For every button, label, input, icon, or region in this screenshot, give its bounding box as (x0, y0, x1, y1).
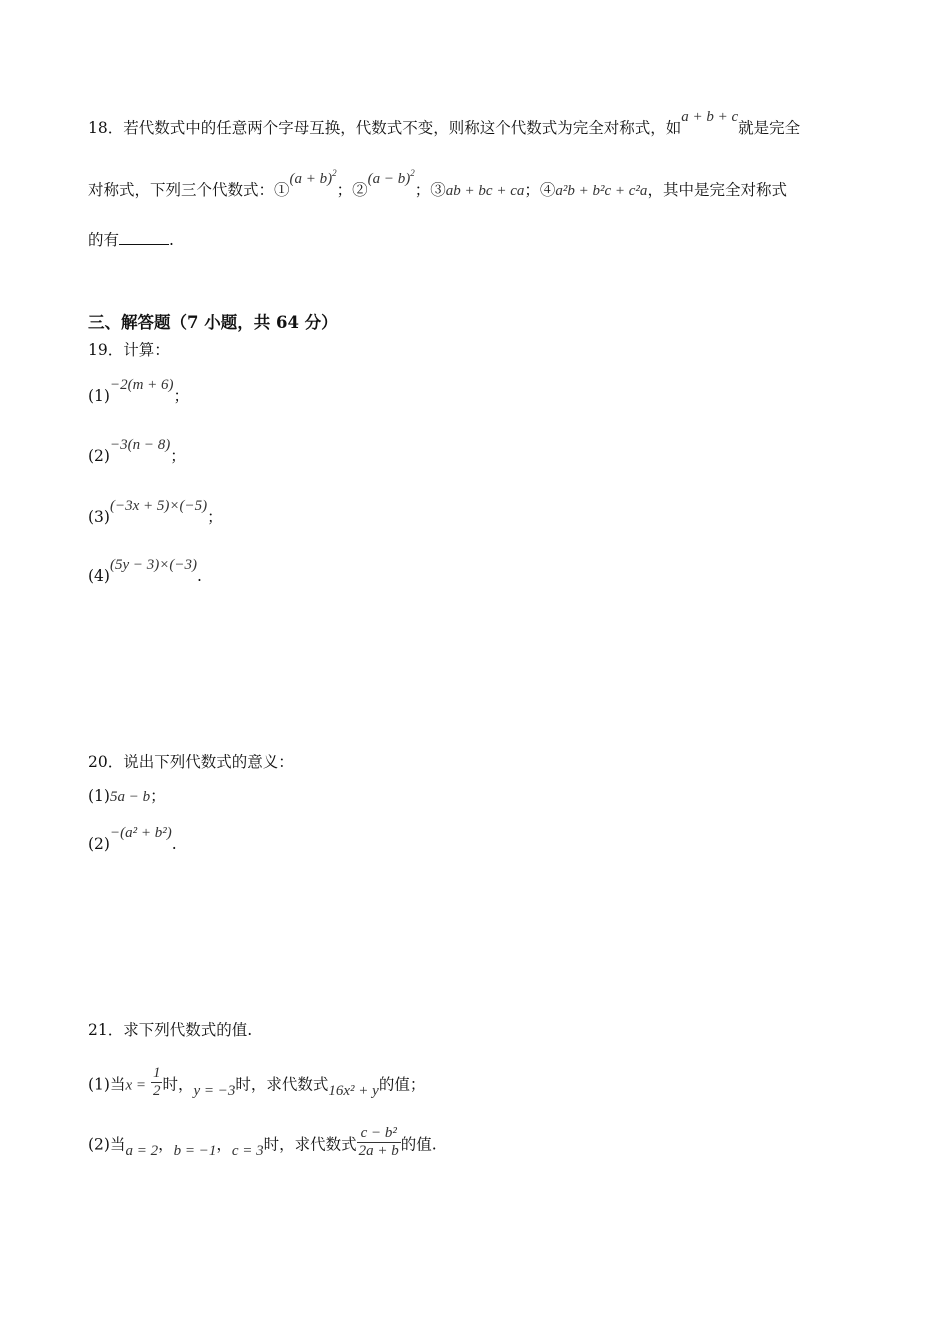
q19-item-2-label: (2) (88, 447, 110, 465)
q20-item-1-end: ； (150, 787, 166, 805)
q21-item-2-t: 时，求代数式 (263, 1135, 357, 1154)
q19-item-1-end: ； (173, 387, 190, 405)
q18-answer-end: . (169, 231, 174, 249)
q20-item-2 (88, 825, 177, 855)
q18-sep-3: ；③ (414, 181, 446, 199)
q19-title: 19．计算： (88, 341, 170, 359)
q18-line-3 (88, 230, 174, 250)
q20-item-2-end: . (171, 835, 177, 853)
q19-item-4-end: . (196, 567, 202, 585)
q21-item-2-b-condition: b = −1 (173, 1142, 217, 1159)
q18-line-2 (88, 168, 787, 202)
q21-item-2-comma-2: ， (216, 1135, 232, 1154)
q20-item-1 (88, 786, 166, 807)
q21-item-2-end: 的值. (400, 1135, 437, 1154)
q21-item-2 (88, 1125, 437, 1163)
q18-example-expression: a + b + c (681, 109, 739, 125)
q21-item-1-x-denominator: 2 (152, 1083, 161, 1099)
section-3-heading: 三、解答题（7 小题，共 64 分） (88, 313, 338, 332)
q20-item-2-expr: −(a² + b²) (109, 825, 172, 841)
q18-expr-4: a²b + b²c + c²a (555, 183, 648, 199)
q21-item-1-x-fraction (151, 1065, 163, 1100)
q21-item-2-fraction (357, 1125, 401, 1160)
q21-item-1 (88, 1065, 426, 1103)
q18-sep-2: ；② (336, 181, 368, 199)
q19-item-1 (88, 377, 190, 407)
q19-item-2-end: ； (170, 447, 186, 465)
q19-item-3 (88, 498, 223, 528)
q19-item-1-expr: −2(m + 6) (109, 377, 174, 393)
q21-item-1-x-numerator: 1 (152, 1065, 161, 1081)
q21-item-1-t1: 时， (162, 1075, 194, 1094)
q21-item-2-label: (2)当 (88, 1135, 126, 1154)
q21-item-2-a-condition: a = 2 (125, 1142, 159, 1159)
q19-item-1-label: (1) (88, 387, 110, 405)
q19-item-4 (88, 557, 202, 587)
q21-title: 21．求下列代数式的值. (88, 1021, 253, 1039)
q20-item-1-label: (1) (88, 787, 110, 805)
q19-item-2 (88, 437, 186, 467)
q21-item-1-label: (1)当 (88, 1075, 126, 1094)
q19-item-3-end: ； (207, 508, 223, 526)
q21-item-1-expr: 16x² + y (328, 1082, 379, 1099)
q21-item-1-x-var: x = (125, 1077, 146, 1094)
q18-expr-1 (289, 168, 337, 187)
q19-item-3-label: (3) (88, 508, 110, 526)
q18-expr-2 (367, 168, 415, 187)
q18-expr-2-base: (a − b) (367, 171, 411, 187)
q20-item-2-label: (2) (88, 835, 110, 853)
q19-item-3-expr: (−3x + 5)×(−5) (109, 498, 208, 514)
q19-item-4-label: (4) (88, 567, 110, 585)
q18-statement-tail: 就是完全 (738, 119, 801, 137)
q18-list-lead: 对称式，下列三个代数式：① (88, 181, 290, 199)
q21-item-2-numerator: c − b² (357, 1125, 401, 1143)
q21-item-1-t2: 时，求代数式 (235, 1075, 329, 1094)
q21-item-1-end: 的值； (378, 1075, 426, 1094)
q18-answer-lead: 的有 (88, 231, 120, 249)
q18-answer-blank[interactable] (119, 230, 169, 245)
q20-title: 20．说出下列代数式的意义： (88, 753, 294, 771)
q18-line-1 (88, 109, 801, 139)
q20-item-1-expr: 5a − b (109, 789, 151, 805)
q18-statement: 18．若代数式中的任意两个字母互换，代数式不变，则称这个代数式为完全对称式，如 (88, 119, 682, 137)
q21-item-2-denominator: 2a + b (358, 1143, 399, 1159)
q21-item-2-comma-1: ， (158, 1135, 174, 1154)
q21-item-2-c-condition: c = 3 (231, 1142, 264, 1159)
q18-expr-1-base: (a + b) (289, 171, 333, 187)
q19-item-4-expr: (5y − 3)×(−3) (109, 557, 197, 573)
q18-list-tail: ，其中是完全对称式 (647, 181, 787, 199)
q18-sep-4: ；④ (524, 181, 556, 199)
q18-expr-1-exponent: 2 (332, 168, 337, 178)
q18-expr-3: ab + bc + ca (445, 183, 525, 199)
q19-item-2-expr: −3(n − 8) (109, 437, 171, 453)
q21-item-1-y-condition: y = −3 (193, 1082, 236, 1099)
q18-expr-2-exponent: 2 (410, 168, 415, 178)
